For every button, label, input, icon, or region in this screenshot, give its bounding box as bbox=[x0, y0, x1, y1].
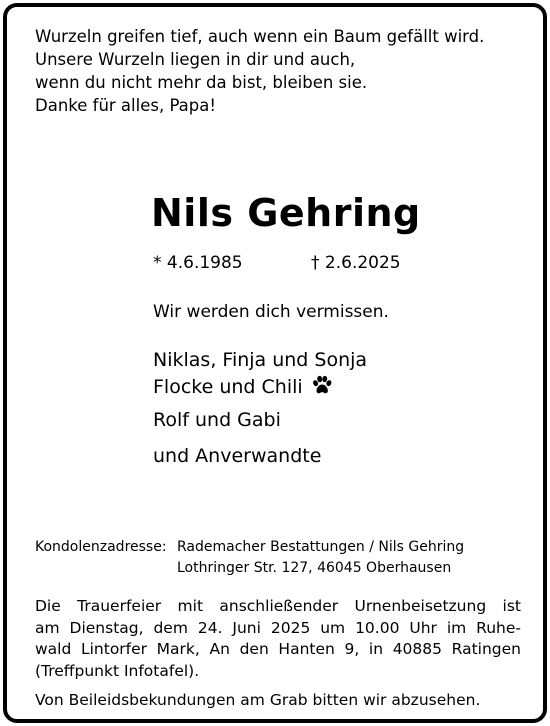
mourners-list bbox=[153, 347, 367, 470]
mourner-line: und Anverwandte bbox=[153, 445, 322, 467]
poem bbox=[35, 25, 484, 117]
death-date: † 2.6.2025 bbox=[311, 253, 401, 273]
poem-line: Unsere Wurzeln liegen in dir und auch, bbox=[35, 50, 356, 69]
mourner-text: Flocke und Chili bbox=[153, 376, 303, 398]
condolence-line: Rademacher Bestattungen / Nils Gehring bbox=[177, 539, 465, 555]
condolence-row bbox=[35, 537, 464, 558]
poem-line: Wurzeln greifen tief, auch wenn ein Baum gefällt wird. bbox=[35, 27, 485, 46]
mourner-line: Rolf und Gabi bbox=[153, 409, 281, 431]
service-line: (Treffpunkt Infotafel). bbox=[35, 661, 200, 680]
service-line: Die Trauerfeier mit anschließender Urnenbeisetzung ist bbox=[35, 597, 521, 615]
poem-line: Danke für alles, Papa! bbox=[35, 96, 216, 115]
birth-date: * 4.6.1985 bbox=[153, 253, 243, 273]
service-line: wald Lintorfer Mark, An den Hanten 9, in 40885 Ratingen bbox=[35, 640, 521, 658]
paw-icon bbox=[311, 374, 333, 396]
farewell-message: Wir werden dich vermissen. bbox=[153, 302, 389, 322]
deceased-name: Nils Gehring bbox=[151, 191, 421, 235]
condolence-address bbox=[35, 537, 464, 579]
poem-line: wenn du nicht mehr da bist, bleiben sie. bbox=[35, 73, 368, 92]
service-info bbox=[35, 596, 521, 682]
mourner-line-pets bbox=[153, 374, 367, 401]
obituary-frame bbox=[3, 3, 547, 723]
condolence-row bbox=[35, 558, 464, 579]
mourner-line: Niklas, Finja und Sonja bbox=[153, 349, 368, 371]
closing-note: Von Beileidsbekundungen am Grab bitten wir abzusehen. bbox=[35, 691, 481, 709]
condolence-line: Lothringer Str. 127, 46045 Oberhausen bbox=[177, 560, 452, 576]
condolence-label: Kondolenzadresse: bbox=[35, 539, 167, 555]
service-line: am Dienstag, dem 24. Juni 2025 um 10.00 Uhr im Ruhe- bbox=[35, 618, 521, 637]
